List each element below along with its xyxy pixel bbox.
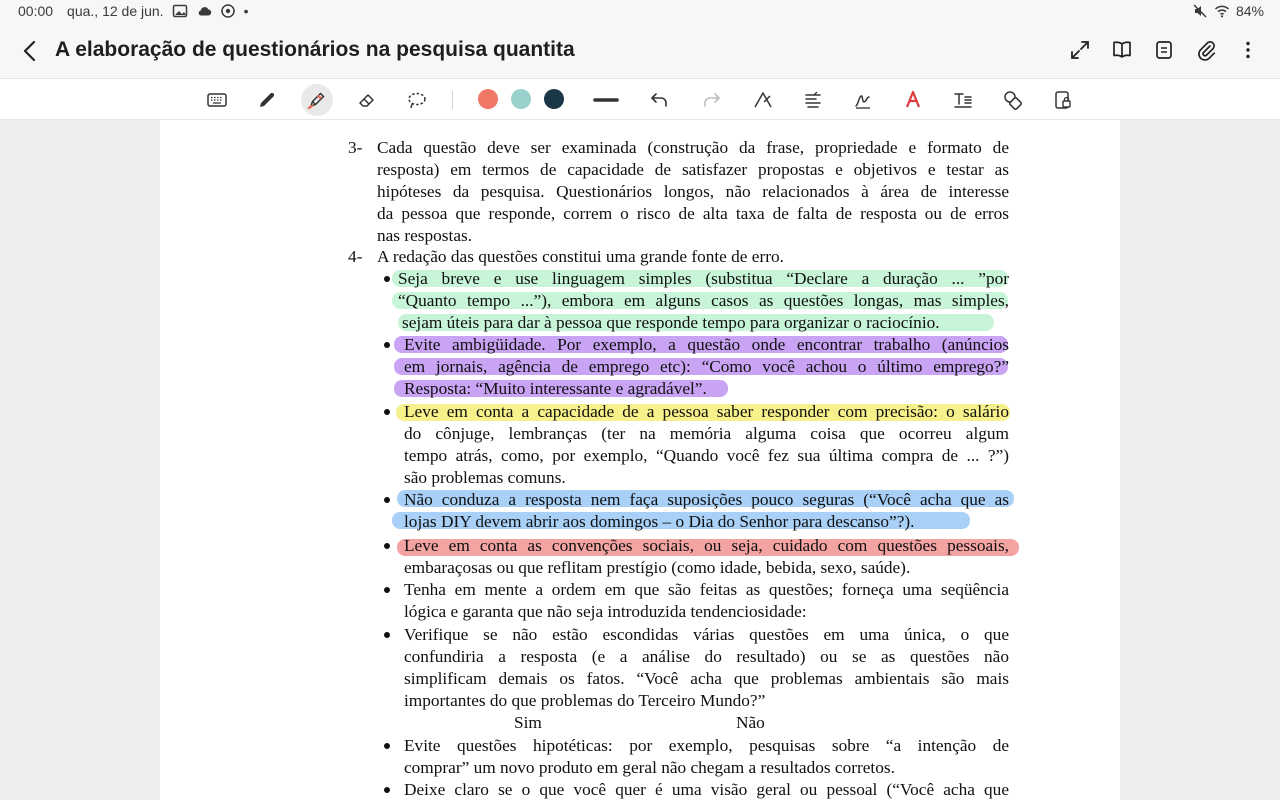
text-line: “Quanto tempo ...”), embora em alguns casos as questões longas, mas simples,	[398, 291, 1009, 310]
stroke-width-tool[interactable]	[590, 84, 622, 116]
item-number: 4-	[348, 247, 363, 266]
text-line: sejam úteis para dar à pessoa que responde tempo para organizar o raciocínio.	[402, 313, 940, 332]
text-line: nas respostas.	[377, 226, 473, 245]
text-line: comprar” um novo produto em geral não chegam a resultados corretos.	[404, 758, 895, 777]
text-line: Leve em conta as convenções sociais, ou seja, cuidado com questões pessoais,	[404, 536, 1009, 555]
color-swatch-teal[interactable]	[511, 89, 531, 109]
more-vertical-icon	[1237, 39, 1259, 61]
bullet-dot	[384, 632, 390, 638]
bullet-dot	[384, 543, 390, 549]
chevron-left-icon	[16, 37, 44, 65]
color-swatch-navy[interactable]	[544, 89, 564, 109]
stroke-width-icon	[593, 89, 619, 111]
text-line: Evite questões hipotéticas: por exemplo, pesquisas sobre “a intenção de	[404, 736, 1009, 755]
pen-tool[interactable]	[251, 84, 283, 116]
handwriting-icon	[852, 89, 874, 111]
highlighter-icon	[306, 89, 328, 111]
text-line: Cada questão deve ser examinada (construção da frase, propriedade e formato de	[377, 138, 1009, 157]
text-line: Evite ambigüidade. Por exemplo, a questão onde encontrar trabalho (anúncios	[404, 335, 1009, 354]
bullet-dot	[384, 743, 390, 749]
answer-no: Não	[736, 713, 765, 732]
fullscreen-button[interactable]	[1066, 36, 1094, 64]
drawing-toolbar	[0, 78, 1280, 120]
bullet-dot	[384, 587, 390, 593]
paperclip-icon	[1195, 39, 1217, 61]
shapes-tool[interactable]	[997, 84, 1029, 116]
text-line: Leve em conta a capacidade de a pessoa saber responder com precisão: o salário	[404, 402, 1009, 421]
keyboard-icon	[206, 89, 228, 111]
bullet-dot	[384, 276, 390, 282]
text-line: confundiria a resposta (e a análise do resultado) ou se as questões não	[404, 647, 1009, 666]
lock-edit-tool[interactable]	[1047, 84, 1079, 116]
text-color-icon	[902, 89, 924, 111]
gallery-icon	[172, 3, 188, 19]
text-line: Seja breve e use linguagem simples (substitua “Declare a duração ... ”por	[398, 269, 1009, 288]
item-number: 3-	[348, 138, 363, 157]
text-line: Resposta: “Muito interessante e agradável”.	[404, 379, 707, 398]
status-time: 00:00	[18, 3, 54, 19]
text-line: Verifique se não estão escondidas várias questões em uma única, o que	[404, 625, 1009, 644]
toolbar-divider	[452, 91, 453, 109]
shapes-icon	[1002, 89, 1024, 111]
bullet-dot	[384, 497, 390, 503]
status-dot: •	[243, 3, 249, 19]
pen-icon	[256, 89, 278, 111]
bullet-dot	[384, 409, 390, 415]
text-line: lógica e garanta que não seja introduzida tendenciosidade:	[404, 602, 807, 621]
page-view-button[interactable]	[1150, 36, 1178, 64]
text-line: importantes do que problemas do Terceiro Mundo?”	[404, 691, 766, 710]
lasso-tool[interactable]	[401, 84, 433, 116]
text-line: em jornais, agência de emprego etc): “Como você achou o último emprego?”	[404, 357, 1009, 376]
color-swatch-coral[interactable]	[478, 89, 498, 109]
text-line: tempo atrás, como, por exemplo, “Quando você fez sua última compra de ... ?”)	[404, 446, 1009, 465]
shape-pen-icon	[752, 89, 774, 111]
text-line: Não conduza a resposta nem faça suposições pouco seguras (“Você acha que as	[404, 490, 1009, 509]
battery-level: 84%	[1235, 3, 1264, 19]
text-line: lojas DIY devem abrir aos domingos – o Dia do Senhor para descanso”?).	[404, 512, 915, 531]
cloud-icon	[196, 3, 212, 19]
status-date: qua., 12 de jun.	[67, 3, 164, 19]
book-icon	[1111, 39, 1133, 61]
document-viewer[interactable]	[0, 120, 1280, 800]
lasso-icon	[406, 89, 428, 111]
text-box-tool[interactable]	[947, 84, 979, 116]
text-line: embaraçosas ou que reflitam prestígio (como idade, bebida, sexo, saúde).	[404, 558, 911, 577]
lock-icon	[1052, 89, 1074, 111]
status-bar	[0, 0, 1280, 24]
attach-button[interactable]	[1192, 36, 1220, 64]
eraser-icon	[356, 89, 378, 111]
text-line: A redação das questões constitui uma grande fonte de erro.	[377, 247, 784, 266]
text-line: são problemas comuns.	[404, 468, 566, 487]
document-icon	[1153, 39, 1175, 61]
text-align-tool[interactable]	[797, 84, 829, 116]
more-options-button[interactable]	[1234, 36, 1262, 64]
text-color-tool[interactable]	[897, 84, 929, 116]
undo-button[interactable]	[643, 84, 675, 116]
expand-icon	[1069, 39, 1091, 61]
page-title: A elaboração de questionários na pesquisa quantita	[55, 38, 575, 61]
highlighter-tool[interactable]	[301, 84, 333, 116]
text-line: Tenha em mente a ordem em que são feitas as questões; forneça uma seqüência	[404, 580, 1009, 599]
text-line: da pessoa que responde, correm o risco de alta taxa de falta de resposta ou de erros	[377, 204, 1009, 223]
text-line: hipóteses da pesquisa. Questionários longos, não relacionados à área de interesse	[377, 182, 1009, 201]
document-page	[160, 120, 1120, 800]
text-line: Deixe claro se o que você quer é uma visão geral ou pessoal (“Você acha que	[404, 780, 1009, 799]
text-box-icon	[952, 89, 974, 111]
app-header	[0, 24, 1280, 78]
undo-icon	[648, 89, 670, 111]
keyboard-tool[interactable]	[201, 84, 233, 116]
mute-icon	[1192, 3, 1208, 19]
back-button[interactable]	[16, 37, 44, 65]
handwriting-tool[interactable]	[847, 84, 879, 116]
text-line: do cônjuge, lembranças (ter na memória alguma coisa que ocorreu algum	[404, 424, 1009, 443]
text-line: simplificam demais os fatos. “Você acha que problemas ambientais são mais	[404, 669, 1009, 688]
answer-yes: Sim	[514, 713, 542, 732]
align-icon	[802, 89, 824, 111]
eraser-tool[interactable]	[351, 84, 383, 116]
bullet-dot	[384, 787, 390, 793]
book-view-button[interactable]	[1108, 36, 1136, 64]
sync-icon	[220, 3, 236, 19]
redo-icon	[701, 89, 723, 111]
redo-button[interactable]	[696, 84, 728, 116]
bullet-dot	[384, 342, 390, 348]
text-line: resposta) em termos de capacidade de satisfazer propostas e objetivos e testar as	[377, 160, 1009, 179]
wifi-icon	[1214, 3, 1230, 19]
pen-to-shape-tool[interactable]	[747, 84, 779, 116]
